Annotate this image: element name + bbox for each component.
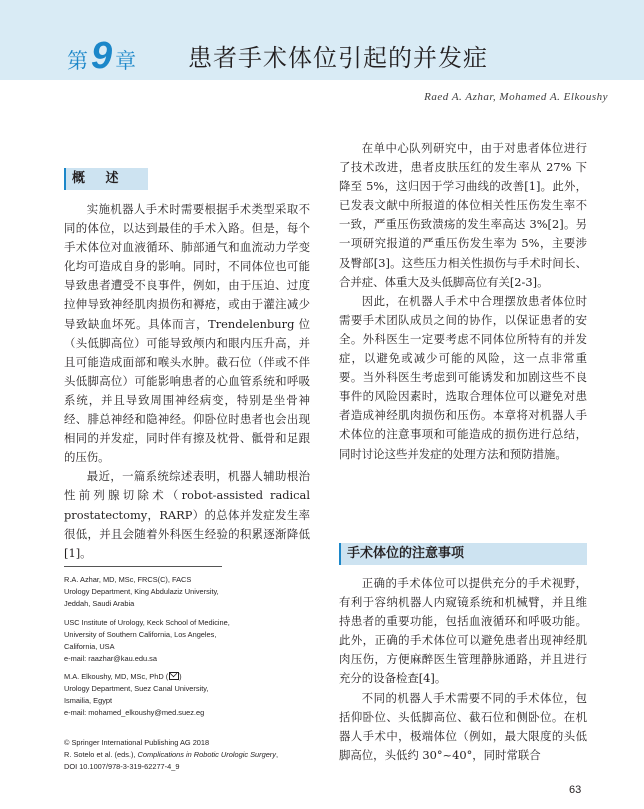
footnote-email: e-mail: mohamed_elkoushy@med.suez.eg xyxy=(64,707,205,717)
author-affiliation-3 xyxy=(64,671,208,719)
author-affiliation-1 xyxy=(64,574,219,610)
footnote-text: , xyxy=(275,749,279,759)
footnote-line: Urology Department, King Abdulaziz University, xyxy=(64,586,219,596)
book-title: Complications in Robotic Urologic Surgery xyxy=(137,749,276,759)
footnote-line: California, USA xyxy=(64,641,115,651)
footnote-line: R.A. Azhar, MD, MSc, FRCS(C), FACS xyxy=(64,575,192,584)
envelope-icon xyxy=(169,672,182,681)
section-heading-positioning-notes: 手术体位的注意事项 xyxy=(339,543,587,565)
footnote-divider xyxy=(64,566,222,567)
footnote-line xyxy=(64,749,278,761)
chapter-label xyxy=(67,35,136,78)
footnote-line: © Springer International Publishing AG 2018 xyxy=(64,738,210,747)
right-column-body-2 xyxy=(339,574,587,765)
chapter-suffix: 章 xyxy=(115,49,137,73)
footnote-line: Urology Department, Suez Canal University, xyxy=(64,683,209,693)
footnote-email: e-mail: raazhar@kau.edu.sa xyxy=(64,653,157,663)
paragraph: 不同的机器人手术需要不同的手术体位，包括仰卧位、头低脚高位、截石位和侧卧位。在机器人手术中，极端体位（例如，最大限度的头低脚高位，头低约 30°~40°，同时常联合 xyxy=(339,690,587,762)
chapter-title: 患者手术体位引起的并发症 xyxy=(188,44,488,72)
paragraph: 正确的手术体位可以提供充分的手术视野，有利于容纳机器人内窥镜系统和机械臂，并且维持患者的重要功能，包括血液循环和呼吸功能。此外，正确的手术体位可以避免患者出现神经肌肉压伤，方便麻醉医生管理静脉通路，并且进行充分的设备检查[4]。 xyxy=(339,576,587,686)
paragraph: 在单中心队列研究中，由于对患者体位进行了技术改进，患者皮肤压红的发生率从 27% 下降至 5%，这归因于学习曲线的改善[1]。此外，已发表文献中所报道的体位相关性压伤发生率不一致，严重压伤致溃疡的发生率高达 3%[2]。另一项研究报道的严重压伤发生率为 5%，主要涉及臀部[3]。这些压力相关性损伤与手术时间长、合并症、体重大及头低脚高位有关[2-3]。 xyxy=(339,141,587,289)
paragraph: 因此，在机器人手术中合理摆放患者体位时需要手术团队成员之间的协作，以保证患者的安全。外科医生一定要考虑不同体位所特有的并发症，以避免或减少可能的风险，这一点非常重要。当外科医生考虑到可能诱发和加剧这些不良事件的风险因素时，选取合理体位可以避免对患者造成神经肌肉损伤和压伤。本章将对机器人手术体位的注意事项和可能造成的损伤进行总结，同时讨论这些并发症的处理方法和预防措施。 xyxy=(339,293,587,461)
section-heading-overview: 概 述 xyxy=(64,168,148,190)
chapter-number: 9 xyxy=(91,35,113,77)
footnote-line: Ismailia, Egypt xyxy=(64,695,113,705)
right-column-body xyxy=(339,139,587,464)
paragraph: 最近，一篇系统综述表明，机器人辅助根治性前列腺切除术（robot-assisted radical prostatectomy，RARP）的总体并发症发生率很低，并且会随着外科医生经验的积累逐渐降低[1]。 xyxy=(64,469,310,560)
paragraph: 实施机器人手术时需要根据手术类型采取不同的体位，以达到最佳的手术入路。但是，每个手术体位对血液循环、肺部通气和血流动力学变化均可造成自身的影响。同时，不同体位也可能导致患者遭受不良事件，例如，由于压迫、过度拉伸导致神经肌肉损伤和褥疮，或由于灌注减少导致缺血坏死。具体而言，Trendelenburg 位（头低脚高位）可能导致颅内和眼内压升高，并且可能造成面部和喉头水肿。截石位（伴或不伴头低脚高位）可能影响患者的心血管系统和呼吸系统，并且导致周围神经病变，特别是坐骨神经、腓总神经和隐神经。仰卧位时患者也会出现相同的并发症，同时伴有擦及枕骨、骶骨和足跟的压伤。 xyxy=(64,202,310,465)
chapter-prefix: 第 xyxy=(67,49,88,73)
copyright-footnote xyxy=(64,737,278,773)
left-column-body xyxy=(64,200,310,563)
footnote-line: Jeddah, Saudi Arabia xyxy=(64,598,135,608)
footnote-line: USC Institute of Urology, Keck School of Medicine, xyxy=(64,618,230,627)
authors-line: Raed A. Azhar, Mohamed A. Elkoushy xyxy=(424,91,608,103)
footnote-line xyxy=(64,671,208,683)
footnote-line: University of Southern California, Los Angeles, xyxy=(64,629,217,639)
author-affiliation-2 xyxy=(64,617,230,665)
footnote-line: DOI 10.1007/978-3-319-62277-4_9 xyxy=(64,761,180,771)
page-number: 63 xyxy=(569,784,582,796)
footnote-text: R. Sotelo et al. (eds.), xyxy=(64,749,138,759)
footnote-text: ) xyxy=(179,672,182,681)
footnote-text: M.A. Elkoushy, MD, MSc, PhD ( xyxy=(64,672,169,681)
